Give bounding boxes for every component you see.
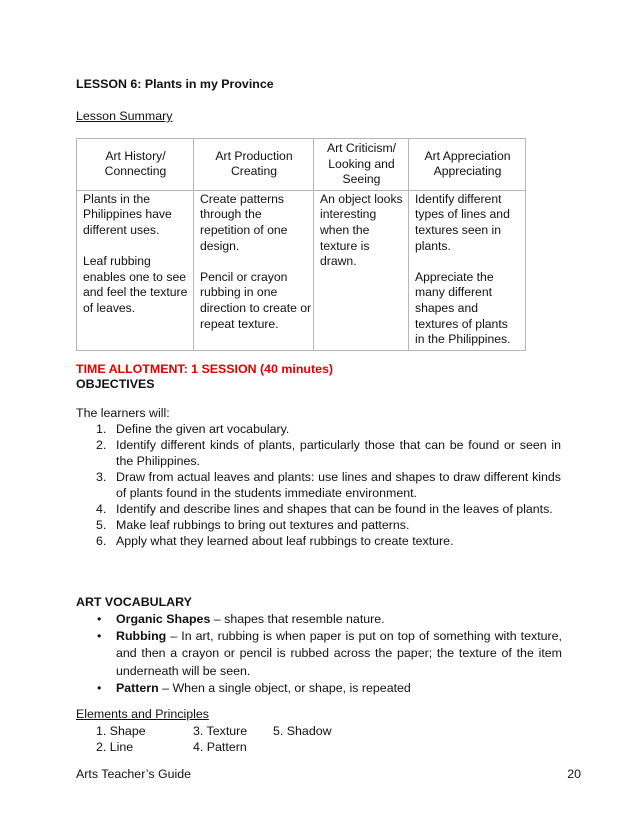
lesson-title: LESSON 6: Plants in my Province	[76, 77, 274, 91]
cell-line: rubbing in one	[200, 285, 278, 300]
cell-line	[200, 254, 308, 270]
cell-line	[83, 239, 188, 255]
cell-line: Looking and	[328, 156, 395, 171]
cell-line: plants.	[415, 238, 451, 253]
cell-line: Appreciating	[433, 164, 502, 179]
cell-line: in the Philippines.	[415, 332, 511, 347]
cell-line: Leaf rubbing	[83, 254, 151, 269]
cell-line: when the	[320, 222, 370, 237]
table-header-row	[77, 139, 526, 191]
cell-line: textures of plants	[415, 316, 508, 331]
objectives-list	[76, 421, 561, 549]
cell-line: direction to create or	[200, 300, 312, 315]
cell-art-appreciation	[409, 190, 526, 350]
art-vocabulary-heading: ART VOCABULARY	[76, 595, 192, 609]
table-row	[77, 190, 526, 350]
cell-line: Pencil or crayon	[200, 269, 288, 284]
cell-line: Art Production	[215, 148, 293, 163]
cell-line: Create patterns	[200, 191, 285, 206]
element-shape: 1. Shape	[96, 724, 146, 738]
cell-line: types of lines and	[415, 207, 510, 222]
footer-title: Arts Teacher’s Guide	[76, 767, 192, 781]
cell-line: Art Appreciation	[424, 148, 511, 163]
cell-line: Plants in the	[83, 191, 151, 206]
cell-line: textures seen in	[415, 222, 502, 237]
objectives-intro: The learners will:	[76, 406, 170, 420]
header-art-criticism	[314, 139, 409, 191]
cell-line	[415, 254, 520, 270]
cell-line: interesting	[320, 207, 377, 222]
cell-line: An object looks	[320, 191, 403, 206]
cell-line: Seeing	[342, 172, 381, 187]
list-item: 2. Identify different kinds of plants, particularly those that can be found or seen in the Philippines.	[96, 438, 561, 468]
cell-line: of leaves.	[83, 300, 136, 315]
bullet-icon: •	[97, 629, 102, 644]
list-item: 6. Apply what they learned about leaf rubbings to create texture.	[96, 534, 454, 548]
cell-line: many different	[415, 285, 493, 300]
element-texture: 3. Texture	[193, 724, 248, 738]
page-number: 20	[567, 767, 581, 781]
cell-art-production	[194, 190, 314, 350]
cell-art-history	[77, 190, 194, 350]
element-pattern: 4. Pattern	[193, 740, 247, 754]
list-item: 3. Draw from actual leaves and plants: use lines and shapes to draw different kinds of plants found in the students immediate environment.	[96, 470, 561, 500]
cell-line: Philippines have	[83, 207, 172, 222]
cell-line: repeat texture.	[200, 316, 279, 331]
time-allotment: TIME ALLOTMENT: 1 SESSION (40 minutes)	[76, 362, 334, 376]
element-shadow: 5. Shadow	[273, 724, 332, 738]
cell-art-criticism	[314, 190, 409, 350]
lesson-summary-heading: Lesson Summary	[76, 109, 173, 123]
cell-line: shapes and	[415, 300, 479, 315]
cell-line: Appreciate the	[415, 269, 494, 284]
vocabulary-list	[76, 611, 562, 697]
list-item: 1. Define the given art vocabulary.	[96, 422, 290, 436]
cell-line: texture is	[320, 238, 370, 253]
cell-line: design.	[200, 238, 240, 253]
cell-line: drawn.	[320, 254, 357, 269]
lesson-summary-table	[76, 138, 526, 351]
bullet-icon: •	[97, 612, 102, 626]
elements-principles-heading: Elements and Principles	[76, 707, 209, 721]
header-art-appreciation	[409, 139, 526, 191]
bullet-icon: •	[97, 680, 102, 695]
cell-line: different uses.	[83, 222, 160, 237]
header-art-production	[194, 139, 314, 191]
cell-line: Identify different	[415, 191, 502, 206]
list-item: 4. Identify and describe lines and shapes that can be found in the leaves of plants.	[96, 502, 553, 516]
list-item: • Rubbing – In art, rubbing is when paper is put on top of something with texture, and then a crayon or pencil is rubbed across the paper; the texture of the item underneath will be seen.	[97, 629, 562, 678]
list-item: 5. Make leaf rubbings to bring out textures and patterns.	[96, 518, 410, 532]
cell-line: Creating	[230, 164, 278, 179]
cell-line: through the	[200, 207, 262, 222]
cell-line: repetition of one	[200, 222, 288, 237]
cell-line: enables one to see	[83, 269, 186, 284]
list-item: • Pattern – When a single object, or shape, is repeated	[116, 680, 562, 697]
cell-line: Art Criticism/	[326, 141, 397, 155]
list-item: • Organic Shapes – shapes that resemble nature.	[116, 611, 562, 628]
cell-line: and feel the texture	[83, 285, 188, 300]
cell-line: Art History/	[105, 148, 166, 163]
objectives-heading: OBJECTIVES	[76, 377, 155, 391]
header-art-history	[77, 139, 194, 191]
element-line: 2. Line	[96, 740, 134, 754]
cell-line: Connecting	[104, 164, 167, 179]
